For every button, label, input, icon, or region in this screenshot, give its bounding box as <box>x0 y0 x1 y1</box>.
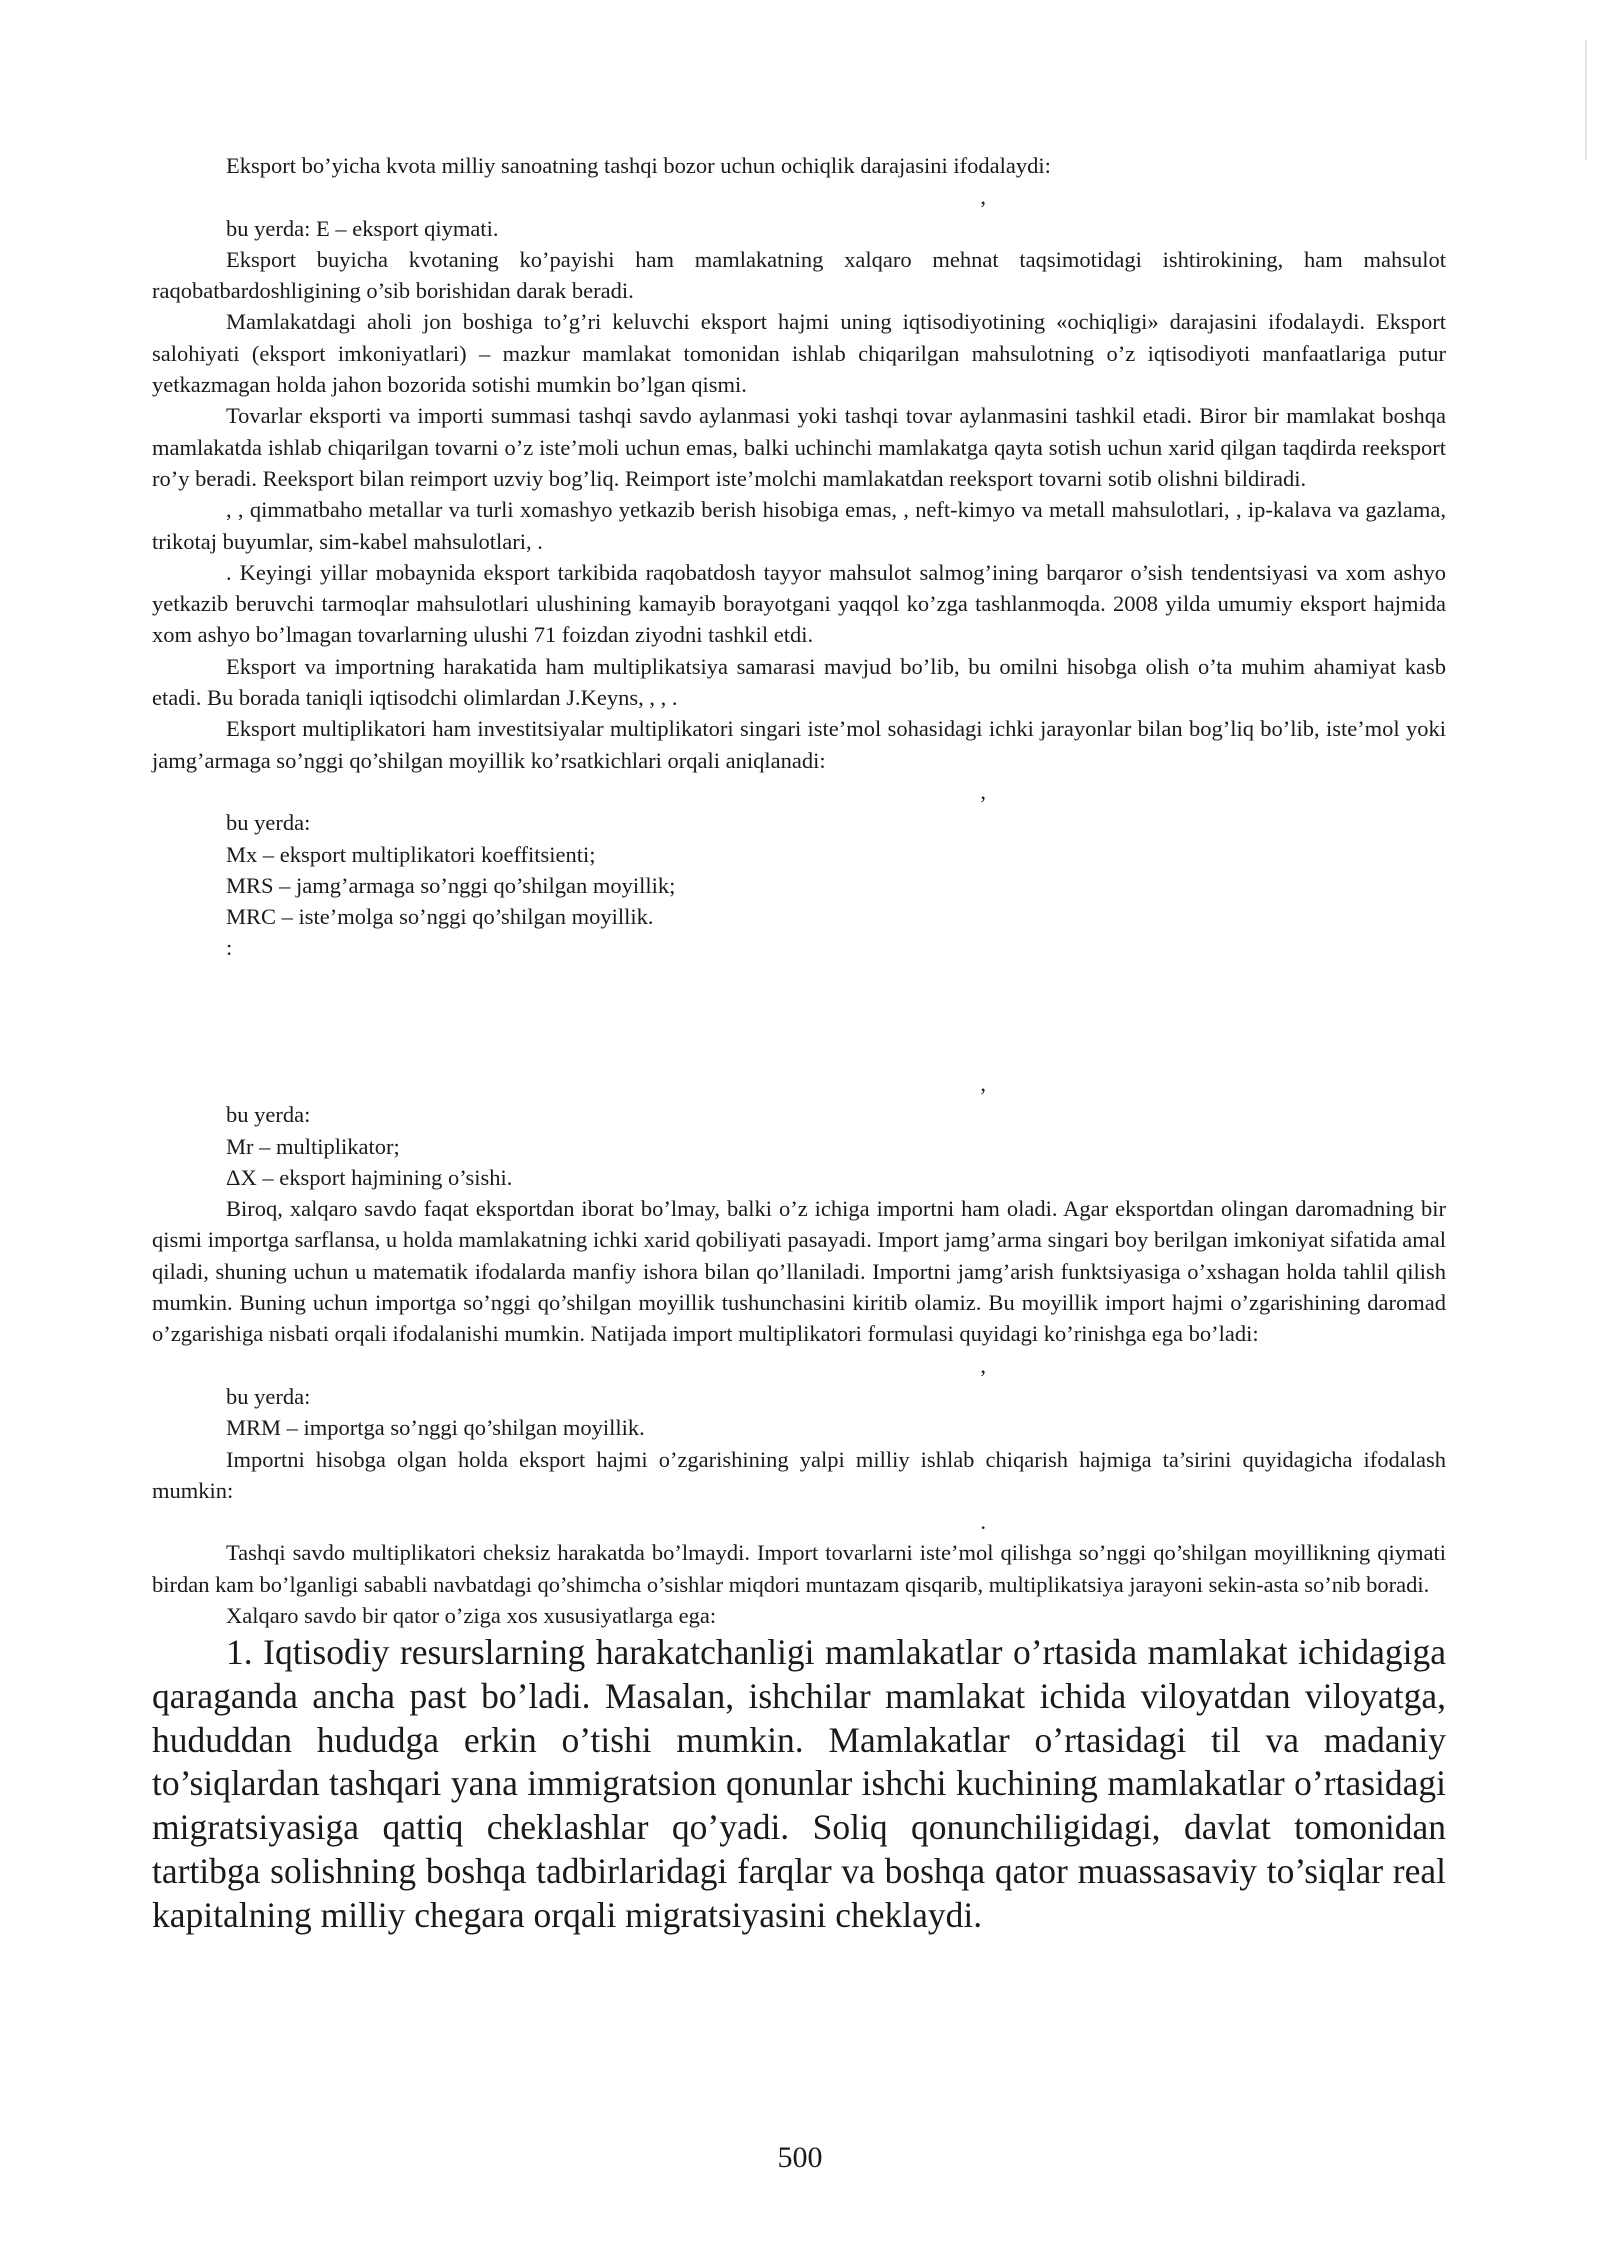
paragraph: Tashqi savdo multiplikatori cheksiz harakatda bo’lmaydi. Import tovarlarni iste’mol qilishga so’nggi qo’shilgan moyillikning qiymati birdan kam bo’lganligi sababli navbatdagi qo’shimcha o’sishlar miqdori muntazam qisqarib, multiplikatsiya jarayoni sekin-asta so’nib boradi. <box>152 1540 1446 1597</box>
formula-placeholder: , <box>980 1352 986 1378</box>
definition-line: bu yerda: E – eksport qiymati. <box>226 215 499 241</box>
paragraph: Eksport multiplikatori ham investitsiyalar multiplikatori singari iste’mol sohasidagi ichki jarayonlar bilan bog’liq bo’lib, iste’mol yoki jamg’armaga so’nggi qo’shilgan moyillik ko’rsatkichlari orqali aniqlanadi: <box>152 716 1446 773</box>
definition-line: : <box>226 935 233 961</box>
definition-line: bu yerda: <box>226 1383 311 1409</box>
definition-line: Mr – multiplikator; <box>226 1133 400 1159</box>
numbered-paragraph: 1. Iqtisodiy resurslarning harakatchanligi mamlakatlar o’rtasida mamlakat ichidagiga qaraganda ancha past bo’ladi. Masalan, ishchilar mamlakat ichida viloyatdan viloyatga, hududdan hududga erkin o’tishi mumkin. Mamlakatlar o’rtasidagi til va madaniy to’siqlardan tashqari yana immigratsion qonunlar ishchi kuchining mamlakatlar o’rtasidagi migratsiyasiga qattiq cheklashlar qo’yadi. Soliq qonunchiligidagi, davlat tomonidan tartibga solishning boshqa tadbirlaridagi farqlar va boshqa qator muassasaviy to’siqlar real kapitalning milliy chegara orqali migratsiyasini cheklaydi. <box>152 1632 1446 1935</box>
page-edge-mark <box>1585 40 1587 160</box>
paragraph: Tovarlar eksporti va importi summasi tashqi savdo aylanmasi yoki tashqi tovar aylanmasini tashkil etadi. Biror bir mamlakat boshqa mamlakatda ishlab chiqarilgan tovarni o’z iste’moli uchun emas, balki uchinchi mamlakatga qayta sotish uchun xarid qilgan taqdirda reeksport ro’y beradi. Reeksport bilan reimport uzviy bog’liq. Reimport iste’molchi mamlakatdan reeksport tovarni sotib olishni bildiradi. <box>152 403 1446 491</box>
paragraph: , , qimmatbaho metallar va turli xomashyo yetkazib berish hisobiga emas, , neft-kimyo va metall mahsulotlari, , ip-kalava va gazlama, trikotaj buyumlar, sim-kabel mahsulotlari, . <box>152 497 1446 554</box>
formula-placeholder: , <box>980 778 986 804</box>
definition-line: MRS – jamg’armaga so’nggi qo’shilgan moyillik; <box>226 872 676 898</box>
paragraph: Xalqaro savdo bir qator o’ziga xos xususiyatlarga ega: <box>226 1603 717 1629</box>
definition-line: bu yerda: <box>226 810 311 836</box>
paragraph: Eksport bo’yicha kvota milliy sanoatning tashqi bozor uchun ochiqlik darajasini ifodalaydi: <box>226 153 1051 178</box>
definition-line: MRC – iste’molga so’nggi qo’shilgan moyillik. <box>226 904 654 930</box>
paragraph: Mamlakatdagi aholi jon boshiga to’g’ri keluvchi eksport hajmi uning iqtisodiyotining «ochiqligi» darajasini ifodalaydi. Eksport salohiyati (eksport imkoniyatlari) – mazkur mamlakat tomonidan ishlab chiqarilgan mahsulotning o’z iqtisodiyoti manfaatlariga putur yetkazmagan holda jahon bozorida sotishi mumkin bo’lgan qismi. <box>152 309 1446 398</box>
paragraph: Importni hisobga olgan holda eksport hajmi o’zgarishining yalpi milliy ishlab chiqarish hajmiga ta’sirini quyidagicha ifodalash mumkin: <box>152 1446 1446 1503</box>
formula-placeholder: , <box>980 1071 986 1096</box>
definition-line: MRM – importga so’nggi qo’shilgan moyillik. <box>226 1415 645 1441</box>
section-multiplier <box>152 1068 1446 1937</box>
page-number: 500 <box>777 2141 823 2174</box>
section-export-quota <box>152 150 1446 964</box>
paragraph: Eksport va importning harakatida ham multiplikatsiya samarasi mavjud bo’lib, bu omilni hisobga olish o’ta muhim ahamiyat kasb etadi. Bu borada taniqli iqtisodchi olimlardan J.Keyns, , , . <box>152 653 1446 711</box>
definition-line: bu yerda: <box>226 1102 311 1128</box>
formula-placeholder: . <box>980 1509 986 1535</box>
paragraph: . Keyingi yillar mobaynida eksport tarkibida raqobatdosh tayyor mahsulot salmog’ining barqaror o’sish tendentsiyasi va xom ashyo yetkazib beruvchi tarmoqlar mahsulotlari ulushining kamayib borayotgani yaqqol ko’zga tashlanmoqda. 2008 yilda umumiy eksport hajmida xom ashyo bo’lmagan tovarlarning ulushi 71 foizdan ziyodni tashkil etdi. <box>152 559 1446 648</box>
formula-placeholder: , <box>980 184 986 210</box>
definition-line: ΔX – eksport hajmining o’sishi. <box>226 1164 513 1190</box>
paragraph: Eksport buyicha kvotaning ko’payishi ham mamlakatning xalqaro mehnat taqsimotidagi ishtirokining, ham mahsulot raqobatbardoshligining o’sib borishidan darak beradi. <box>152 246 1446 304</box>
paragraph: Biroq, xalqaro savdo faqat eksportdan iborat bo’lmay, balki o’z ichiga importni ham oladi. Agar eksportdan olingan daromadning bir qismi importga sarflansa, u holda mamlakatning ichki xarid qobiliyati pasayadi. Import jamg’arma singari boy berilgan imkoniyat sifatida amal qiladi, shuning uchun u matematik ifodalarda manfiy ishora bilan qo’llaniladi. Importni jamg’arish funktsiyasiga o’xshagan holda tahlil qilish mumkin. Buning uchun importga so’nggi qo’shilgan moyillik tushunchasini kiritib olamiz. Bu moyillik import hajmi o’zgarishining daromad o’zgarishiga nisbati orqali ifodalanishi mumkin. Natijada import multiplikatori formulasi quyidagi ko’rinishga ega bo’ladi: <box>152 1196 1446 1347</box>
definition-line: Mx – eksport multiplikatori koeffitsienti; <box>226 841 596 867</box>
